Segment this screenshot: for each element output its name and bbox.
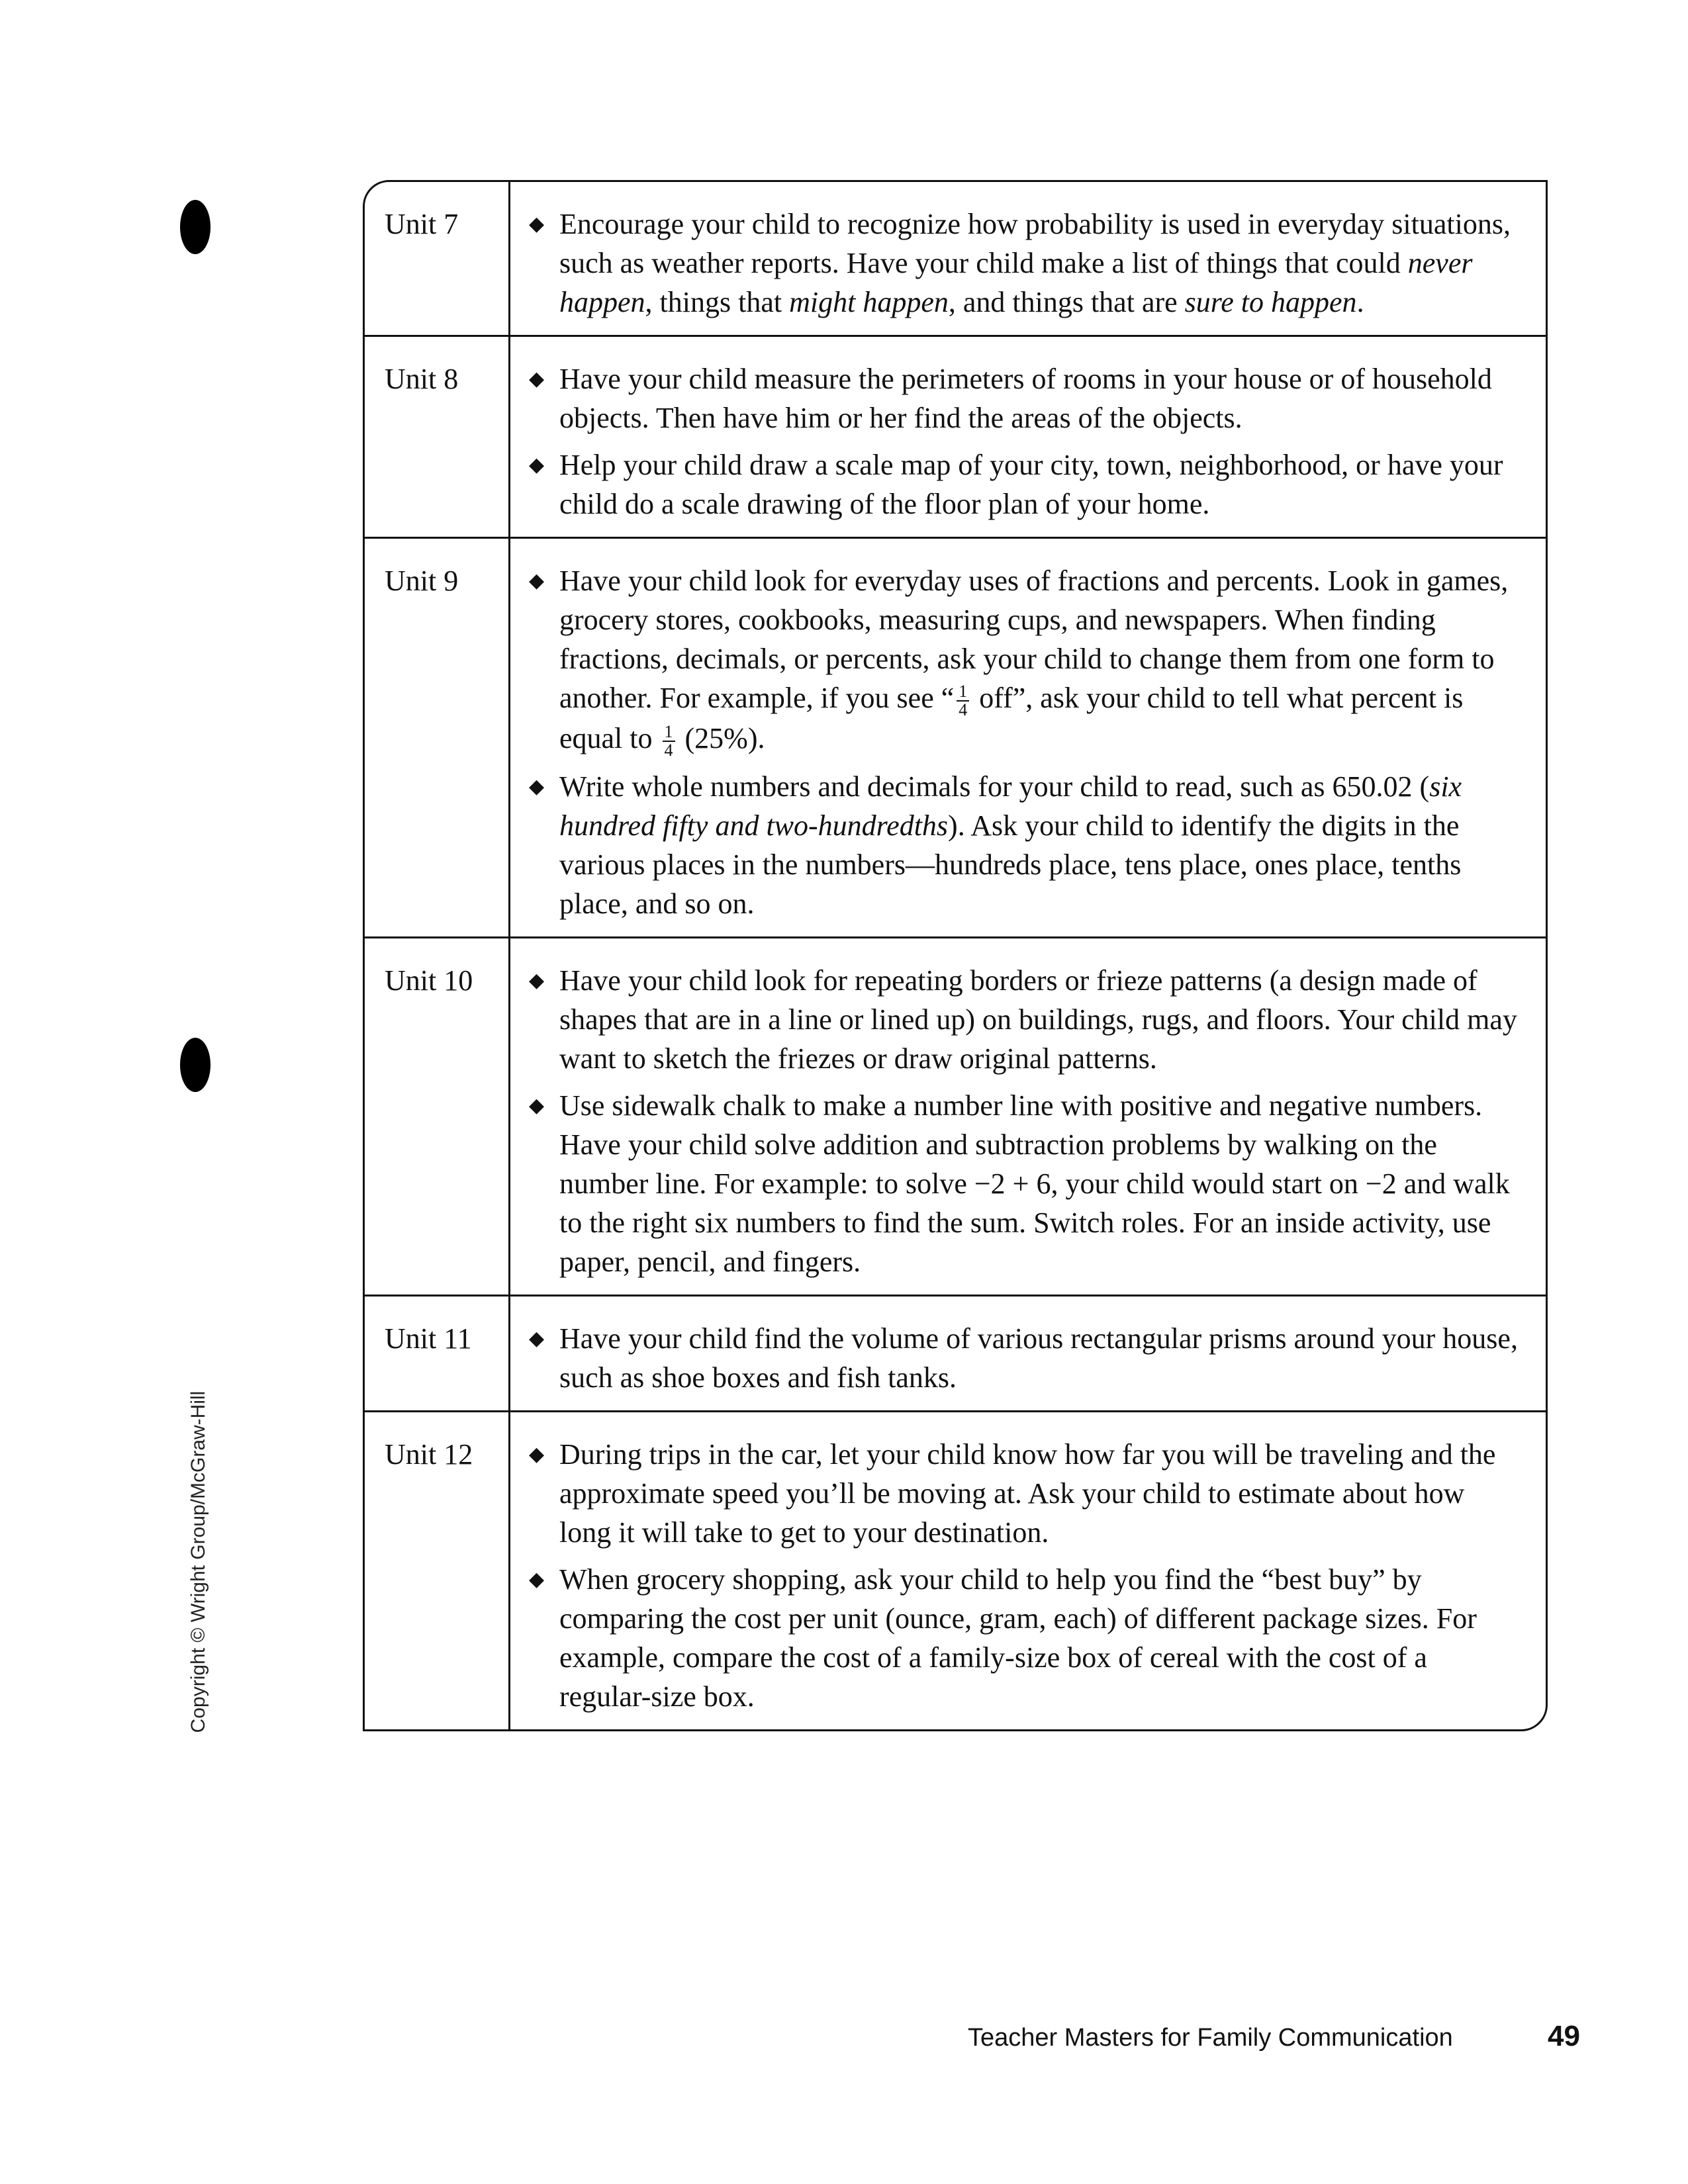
text-segment: , things that <box>645 286 790 318</box>
activity-text <box>559 1319 1523 1397</box>
unit-label: Unit 7 <box>365 182 510 335</box>
diamond-bullet-icon: ◆ <box>529 1443 545 1465</box>
fraction-denominator: 4 <box>959 700 968 719</box>
diamond-bullet-icon: ◆ <box>529 1094 545 1116</box>
unit-label: Unit 11 <box>365 1297 510 1410</box>
unit-label: Unit 9 <box>365 539 510 936</box>
activity-bullet <box>529 205 1523 322</box>
activity-bullet <box>529 1435 1523 1552</box>
units-table <box>363 180 1548 1731</box>
unit-activities <box>510 539 1546 936</box>
page-number: 49 <box>1548 2020 1580 2052</box>
unit-row <box>365 938 1546 1297</box>
activity-text <box>559 445 1523 523</box>
unit-row <box>365 1297 1546 1412</box>
emphasis-text: might happen <box>789 286 949 318</box>
unit-label: Unit 12 <box>365 1412 510 1729</box>
activity-text <box>559 767 1523 923</box>
diamond-bullet-icon: ◆ <box>529 775 545 797</box>
emphasis-text: six hundred fifty and two-hundredths <box>559 770 1462 842</box>
fraction-numerator: 1 <box>957 683 969 702</box>
text-segment: Have your child find the volume of various rectangular prisms around your house, such as shoe boxes and fish tanks. <box>559 1322 1518 1394</box>
text-segment: When grocery shopping, ask your child to help you find the “best buy” by comparing the cost per unit (ounce, gram, each) of different package sizes. For example, compare the cost of a family-size box of cereal with the cost of a regular-size box. <box>559 1563 1477 1713</box>
binder-hole-top <box>180 200 211 254</box>
emphasis-text: never happen <box>559 247 1473 318</box>
text-segment: off”, ask your child to tell what percent is equal to <box>559 682 1464 754</box>
text-segment: Have your child look for everyday uses of fractions and percents. Look in games, grocery stores, cookbooks, measuring cups, and newspapers. When finding fractions, decimals, or percents, ask your child to change them from one form to another. For example, if you see “ <box>559 565 1509 714</box>
activity-text <box>559 1086 1523 1281</box>
activity-bullet <box>529 961 1523 1078</box>
text-segment: , and things that are <box>948 286 1185 318</box>
activity-bullet <box>529 767 1523 923</box>
activity-text <box>559 961 1523 1078</box>
diamond-bullet-icon: ◆ <box>529 1327 545 1349</box>
unit-row <box>365 1412 1546 1729</box>
diamond-bullet-icon: ◆ <box>529 1568 545 1590</box>
unit-activities <box>510 337 1546 537</box>
fraction-numerator: 1 <box>663 723 675 742</box>
unit-activities <box>510 938 1546 1295</box>
text-segment: Help your child draw a scale map of your city, town, neighborhood, or have your child do a scale drawing of the floor plan of your home. <box>559 449 1503 520</box>
unit-activities <box>510 182 1546 335</box>
text-segment: Encourage your child to recognize how probability is used in everyday situations, such as weather reports. Have your child make a list of things that could <box>559 208 1511 279</box>
activity-text <box>559 1560 1523 1716</box>
diamond-bullet-icon: ◆ <box>529 969 545 991</box>
text-segment: (25%). <box>677 721 765 754</box>
emphasis-text: sure to happen <box>1184 286 1357 318</box>
unit-row <box>365 539 1546 938</box>
activity-bullet <box>529 359 1523 437</box>
activity-text <box>559 1435 1523 1552</box>
unit-activities <box>510 1412 1546 1729</box>
activity-bullet <box>529 1560 1523 1716</box>
unit-row <box>365 337 1546 539</box>
copyright-notice: Copyright © Wright Group/McGraw-Hill <box>187 1390 209 1733</box>
activity-bullet <box>529 1319 1523 1397</box>
activity-bullet <box>529 561 1523 759</box>
unit-activities <box>510 1297 1546 1410</box>
footer-title: Teacher Masters for Family Communication <box>968 2024 1453 2052</box>
binder-hole-middle <box>180 1038 211 1092</box>
diamond-bullet-icon: ◆ <box>529 454 545 476</box>
activity-text <box>559 359 1523 437</box>
diamond-bullet-icon: ◆ <box>529 368 545 390</box>
fraction-denominator: 4 <box>664 740 673 760</box>
text-segment: . <box>1356 286 1364 318</box>
diamond-bullet-icon: ◆ <box>529 213 545 235</box>
text-segment: During trips in the car, let your child know how far you will be traveling and the approximate speed you’ll be moving at. Ask your child to estimate about how long it will take to get to your destination. <box>559 1437 1496 1549</box>
text-segment: Have your child measure the perimeters of rooms in your house or of household objects. Then have him or her find the areas of the objects. <box>559 363 1492 434</box>
activity-bullet <box>529 445 1523 523</box>
text-segment: Write whole numbers and decimals for your child to read, such as 650.02 ( <box>559 770 1430 803</box>
text-segment: Have your child look for repeating borders or frieze patterns (a design made of shapes that are in a line or lined up) on buildings, rugs, and floors. Your child may want to sketch the friezes or draw original patterns. <box>559 964 1517 1075</box>
text-segment: ). Ask your child to identify the digits in the various places in the numbers—hundreds place, tens place, ones place, tenths place, and so on. <box>559 809 1462 920</box>
fraction <box>663 723 675 759</box>
text-segment: Use sidewalk chalk to make a number line with positive and negative numbers. Have your child solve addition and subtraction problems by walking on the number line. For example: to solve −2 + 6, your child would start on −2 and walk to the right six numbers to find the sum. Switch roles. For an inside activity, use paper, pencil, and fingers. <box>559 1089 1510 1278</box>
fraction <box>957 683 969 719</box>
diamond-bullet-icon: ◆ <box>529 570 545 592</box>
activity-text <box>559 561 1523 759</box>
unit-row <box>365 182 1546 337</box>
unit-label: Unit 8 <box>365 337 510 537</box>
activity-bullet <box>529 1086 1523 1281</box>
activity-text <box>559 205 1523 322</box>
unit-label: Unit 10 <box>365 938 510 1295</box>
